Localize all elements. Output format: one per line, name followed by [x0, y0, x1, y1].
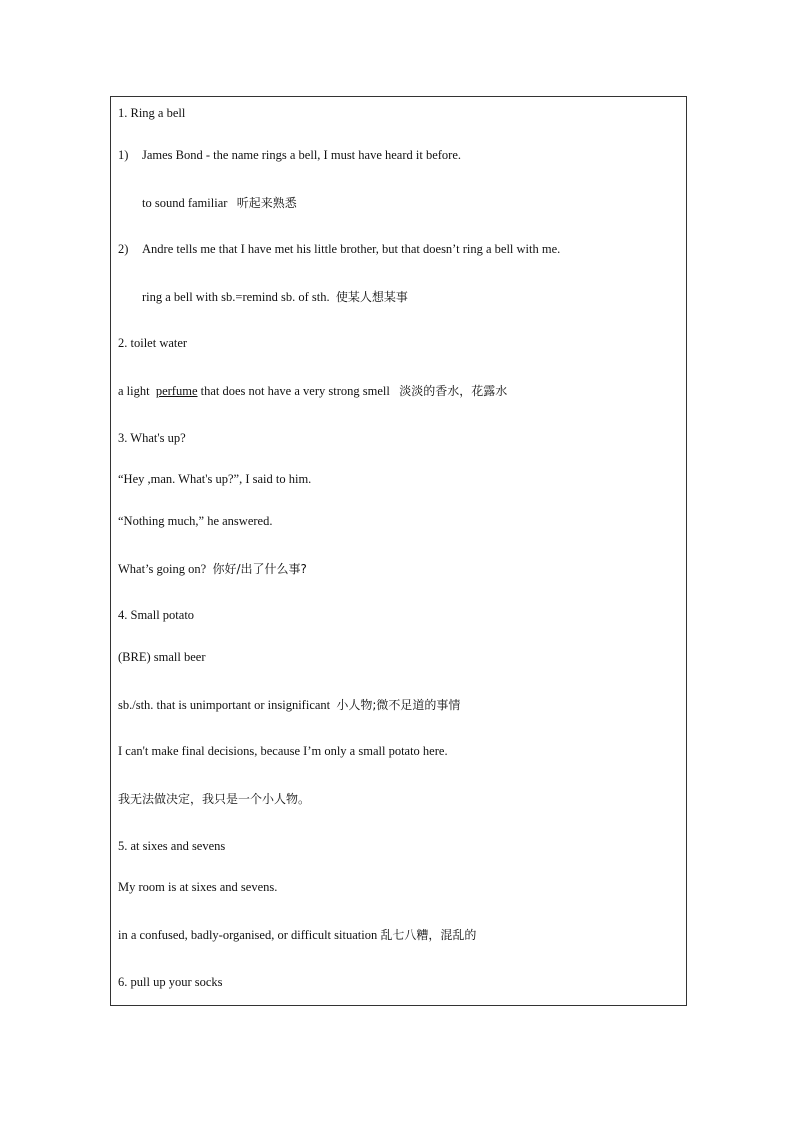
- definition-toilet-water: [118, 383, 507, 399]
- definition-sixes-sevens: [118, 927, 476, 943]
- example-sixes-sevens: My room is at sixes and sevens.: [118, 880, 278, 894]
- definition-en: What’s going on?: [118, 562, 207, 576]
- example-2: [118, 241, 560, 257]
- definition-en: ring a bell with sb.=remind sb. of sth.: [142, 290, 330, 304]
- variant-small-beer: (BRE) small beer: [118, 650, 206, 664]
- heading-ring-a-bell: 1. Ring a bell: [118, 106, 186, 120]
- heading-whats-up: 3. What's up?: [118, 431, 186, 445]
- dialogue-line-2: “Nothing much,” he answered.: [118, 514, 273, 528]
- example-text: Andre tells me that I have met his little brother, but that doesn’t ring a bell with me.: [142, 242, 561, 256]
- definition-en: sb./sth. that is unimportant or insignificant: [118, 698, 331, 712]
- definition-2: [142, 289, 408, 305]
- definition-en: in a confused, badly-organised, or difficult situation: [118, 928, 378, 942]
- underlined-word: perfume: [155, 384, 198, 398]
- definition-zh: 小人物;微不足道的事情: [336, 698, 461, 712]
- definition-post: that does not have a very strong smell: [200, 384, 390, 398]
- definition-zh: 淡淡的香水，花露水: [399, 384, 508, 398]
- definition-en: to sound familiar: [142, 196, 228, 210]
- definition-1: [142, 195, 297, 211]
- heading-small-potato: 4. Small potato: [118, 608, 195, 622]
- list-number: 2): [118, 242, 129, 256]
- definition-whats-up: [118, 561, 307, 577]
- example-text: James Bond - the name rings a bell, I must have heard it before.: [142, 148, 462, 162]
- definition-zh: 你好/出了什么事?: [212, 562, 307, 576]
- example-small-potato: I can't make final decisions, because I’m only a small potato here.: [118, 744, 448, 758]
- translation-small-potato: 我无法做决定，我只是一个小人物。: [118, 792, 311, 806]
- heading-toilet-water: 2. toilet water: [118, 336, 188, 350]
- heading-sixes-sevens: 5. at sixes and sevens: [118, 839, 226, 853]
- definition-zh: 听起来熟悉: [236, 196, 297, 210]
- definition-zh: 使某人想某事: [335, 290, 408, 304]
- list-number: 1): [118, 148, 129, 162]
- heading-pull-up-socks: 6. pull up your socks: [118, 975, 223, 989]
- content-box: [110, 96, 687, 1006]
- dialogue-line-1: “Hey ,man. What's up?”, I said to him.: [118, 472, 312, 486]
- definition-small-potato: [118, 697, 460, 713]
- example-1: [118, 147, 461, 163]
- definition-pre: a light: [118, 384, 150, 398]
- definition-zh: 乱七八糟，混乱的: [380, 928, 477, 942]
